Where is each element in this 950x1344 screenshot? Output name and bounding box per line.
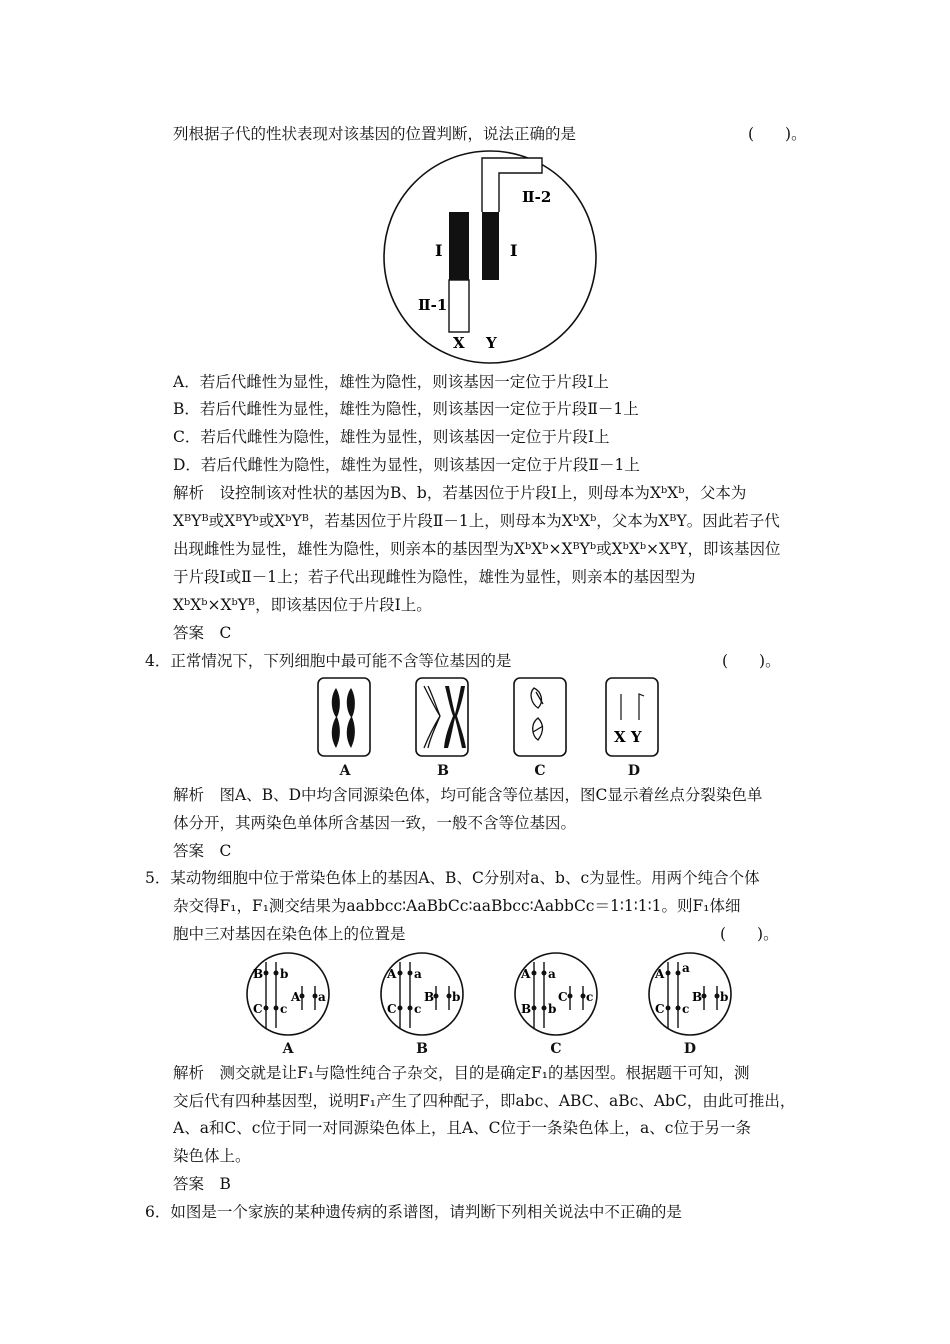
q4-label-b: B	[437, 763, 449, 779]
svg-text:A: A	[291, 990, 301, 1004]
label-I-right: I	[510, 241, 518, 260]
q5-answer: 答案 B	[173, 1175, 231, 1193]
x-segment-I	[449, 212, 469, 280]
q4-analysis-line: 解析 图A、B、D中均含同源染色体，均可能含等位基因，图C显示着丝点分裂染色单	[173, 786, 763, 804]
q4-analysis-line: 体分开，其两染色单体所含基因一致，一般不含等位基因。	[173, 814, 577, 832]
chromosome-d-y	[639, 694, 644, 720]
svg-text:b: b	[280, 967, 289, 981]
q5-analysis-line: A、a和C、c位于同一对同源染色体上，且A、C位于一条染色体上，a、c位于另一条	[173, 1119, 751, 1137]
xy-chromosome-figure	[380, 148, 600, 366]
q6-stem: 6．如图是一个家族的某种遗传病的系谱图，请判断下列相关说法中不正确的是	[145, 1203, 682, 1221]
chromosome-b2	[444, 686, 466, 748]
q5-label-d: D	[683, 1041, 697, 1057]
q5-stem-line: 杂交得F₁，F₁测交结果为aabbcc∶AaBbCc∶aaBbcc∶AabbCc＝1∶1∶1∶1。则F₁体细	[173, 897, 741, 915]
q5-cell-figure	[240, 950, 740, 1038]
svg-text:a: a	[682, 961, 690, 975]
cell-d-label: X Y	[614, 728, 642, 746]
q4-answer-blank: ( )。	[722, 652, 781, 670]
svg-text:A: A	[521, 967, 531, 981]
q5-cell-a	[247, 953, 329, 1035]
svg-text:C: C	[387, 1002, 397, 1016]
q5-cell-b	[381, 953, 463, 1035]
y-segment-I	[482, 212, 499, 280]
q5-label-c: C	[550, 1041, 562, 1057]
svg-text:b: b	[452, 990, 461, 1004]
q3-stem-tail: 列根据子代的性状表现对该基因的位置判断，说法正确的是	[173, 125, 577, 143]
q3-answer: 答案 C	[173, 624, 232, 642]
q4-answer: 答案 C	[173, 842, 232, 860]
chromosome-a2	[347, 688, 355, 748]
svg-text:A: A	[655, 967, 665, 981]
svg-text:a: a	[318, 990, 326, 1004]
x-segment-II1	[449, 280, 469, 332]
svg-text:B: B	[424, 990, 435, 1004]
svg-text:b: b	[548, 1002, 557, 1016]
q3-analysis-line: 于片段Ⅰ或Ⅱ－1上；若子代出现雌性为隐性，雄性为显性，则亲本的基因型为	[173, 568, 696, 586]
q3-answer-blank: ( )。	[748, 125, 807, 143]
svg-text:C: C	[655, 1002, 665, 1016]
q5-analysis-line: 染色体上。	[173, 1147, 251, 1165]
cell-a	[318, 678, 370, 756]
svg-text:B: B	[521, 1002, 532, 1016]
q3-option-d: D．若后代雌性为隐性，雄性为显性，则该基因一定位于片段Ⅱ－1上	[173, 456, 640, 474]
svg-text:a: a	[548, 967, 556, 981]
q3-analysis-line: 解析 设控制该对性状的基因为B、b，若基因位于片段Ⅰ上，则母本为XᵇXᵇ，父本为	[173, 484, 747, 502]
q4-label-d: D	[627, 763, 641, 779]
q5-analysis-line: 解析 测交就是让F₁与隐性纯合子杂交，目的是确定F₁的基因型。根据题干可知，测	[173, 1064, 750, 1082]
q5-cell-d	[649, 953, 731, 1035]
chromosome-a1	[332, 688, 340, 748]
svg-text:C: C	[558, 990, 568, 1004]
label-I-left: I	[435, 241, 443, 260]
svg-text:B: B	[253, 967, 264, 981]
q3-option-b: B．若后代雌性为显性，雄性为隐性，则该基因一定位于片段Ⅱ－1上	[173, 400, 639, 418]
q3-analysis-line: XᴮYᴮ或XᴮYᵇ或XᵇYᴮ，若基因位于片段Ⅱ－1上，则母本为XᵇXᵇ，父本为XᴮY。因此若子代	[173, 512, 780, 530]
q5-label-a: A	[282, 1041, 294, 1057]
chromosome-c2	[533, 718, 543, 740]
q5-stem-line: 5．某动物细胞中位于常染色体上的基因A、B、C分别对a、b、c为显性。用两个纯合个体	[145, 869, 760, 887]
svg-text:c: c	[280, 1002, 288, 1016]
q5-cell-c	[515, 953, 597, 1035]
chromosome-b1	[424, 686, 440, 748]
svg-text:c: c	[586, 990, 594, 1004]
svg-text:B: B	[692, 990, 703, 1004]
cell-b	[416, 678, 468, 756]
svg-text:a: a	[414, 967, 422, 981]
q5-analysis-line: 交后代有四种基因型，说明F₁产生了四种配子，即abc、ABC、aBc、AbC，由此可推出，	[173, 1092, 796, 1110]
svg-text:b: b	[720, 990, 729, 1004]
label-II1: Ⅱ-1	[418, 296, 448, 314]
label-II2: Ⅱ-2	[522, 188, 552, 206]
chromosome-c1	[531, 688, 543, 708]
q4-label-c: C	[534, 763, 546, 779]
cell-c	[514, 678, 566, 756]
q5-stem-line: 胞中三对基因在染色体上的位置是	[173, 925, 406, 943]
label-Y: Y	[486, 334, 497, 352]
q3-analysis-line: 出现雌性为显性，雄性为隐性，则亲本的基因型为XᵇXᵇ×XᴮYᵇ或XᵇXᵇ×XᴮY，即该基因位	[173, 540, 781, 558]
q5-label-b: B	[416, 1041, 428, 1057]
q3-analysis-line: XᵇXᵇ×XᵇYᴮ，即该基因位于片段Ⅰ上。	[173, 596, 432, 614]
label-X: X	[453, 334, 465, 352]
q5-answer-blank: ( )。	[720, 925, 779, 943]
q4-cell-figure	[312, 674, 672, 762]
svg-text:C: C	[253, 1002, 263, 1016]
svg-text:A: A	[387, 967, 397, 981]
q3-option-c: C．若后代雌性为隐性，雄性为显性，则该基因一定位于片段Ⅰ上	[173, 428, 610, 446]
q3-option-a: A．若后代雌性为显性，雄性为隐性，则该基因一定位于片段Ⅰ上	[173, 373, 609, 391]
svg-text:c: c	[682, 1002, 690, 1016]
svg-text:c: c	[414, 1002, 422, 1016]
q4-label-a: A	[339, 763, 351, 779]
q4-stem: 4．正常情况下，下列细胞中最可能不含等位基因的是	[145, 652, 512, 670]
